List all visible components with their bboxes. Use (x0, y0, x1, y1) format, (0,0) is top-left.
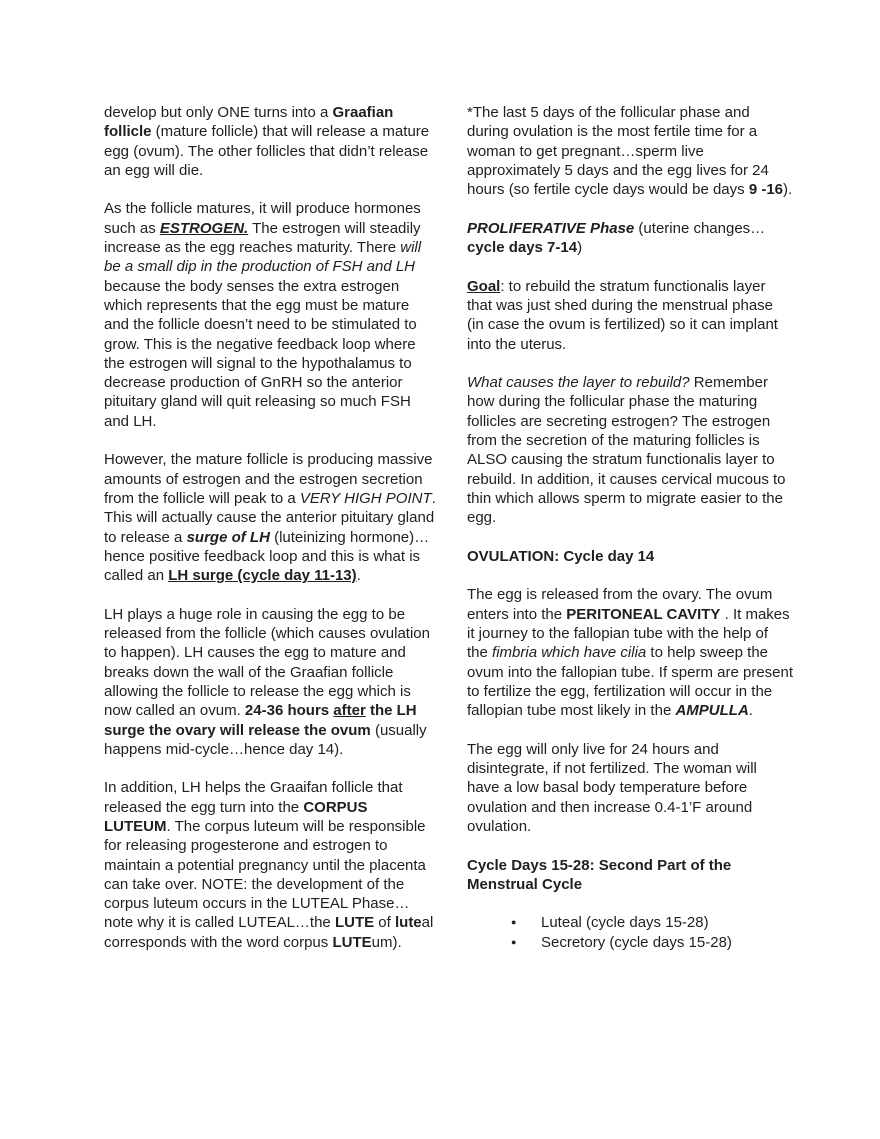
text-run: the LH surge the ovary will release the ovum (104, 702, 417, 739)
paragraph-lh-role-ovulation (104, 605, 438, 759)
text-run: . (748, 702, 753, 720)
text-run: cycle days 7-14 (467, 239, 578, 257)
heading-proliferative-phase (467, 219, 793, 258)
text-run: lute (394, 914, 422, 932)
bullet-icon: ● (511, 936, 517, 947)
paragraph-estrogen-negative-feedback (104, 199, 438, 431)
paragraph-goal (467, 277, 793, 354)
paragraph-layer-rebuild (467, 373, 793, 527)
text-run: . The corpus luteum will be responsible for releasing progesterone and estrogen to maintain a potential pregnancy until the placenta can take over. NOTE: the development of the corpus luteum occurs in the LUTEAL Phase…note why it is called LUTEAL…the (104, 817, 426, 932)
text-run: (mature follicle) that will release a mature egg (ovum). The other follicles that didn’t release an egg will die. (104, 123, 430, 179)
text-run: develop but only ONE turns into a (104, 104, 333, 121)
text-run: LH plays a huge role in causing the egg to be released from the follicle (which causes ovulation to happen). LH causes the egg to mature and breaks down the wall of the Graafian follicle allowing the follicle to release the egg which is now called an ovum. (104, 605, 430, 720)
list-item-luteal (467, 913, 793, 932)
text-run: CORPUS LUTEUM (104, 798, 368, 835)
text-run: after (333, 702, 366, 720)
text-run: to help sweep the ovum into the fallopian tube. If sperm are present to fertilize the egg, fertilization will occur in the fallopian tube most likely in the (467, 644, 794, 720)
text-run: 24-36 hours (244, 702, 334, 720)
text-run: ) (577, 239, 583, 257)
text-run: will be a small dip in the production of FSH and LH (104, 239, 422, 276)
text-run: VERY HIGH POINT (299, 489, 432, 507)
paragraph-egg-release (467, 585, 793, 720)
text-run: LUTE (334, 914, 375, 932)
paragraph-egg-lifespan (467, 740, 793, 836)
text-run: The estrogen will steadily increase as the egg reaches maturity. There (104, 219, 421, 257)
text-run: . This will actually cause the anterior pituitary gland to release a (104, 489, 436, 546)
text-run: However, the mature follicle is producing massive amounts of estrogen and the estrogen secretion from the follicle will peak to a (104, 451, 433, 507)
text-run: The egg will only live for 24 hours and disintegrate, if not fertilized. The woman will have a low basal body temperature before ovulation and then increase 0.4-1’F around ovulation. (467, 740, 757, 835)
left-column (104, 103, 438, 971)
text-run: Remember how during the follicular phase the maturing follicles are secreting estrogen? The estrogen from the secretion of the maturing follicles is ALSO causing the stratum functionalis layer to rebuild. In addition, it causes cervical mucous to thin which allows sperm to migrate easier to the egg. (467, 374, 786, 527)
text-run: LH surge (cycle day 11-13) (168, 567, 357, 585)
paragraph-corpus-luteum (104, 778, 438, 952)
text-run: The egg is released from the ovary. The ovum enters into the (467, 586, 773, 623)
text-run: surge of LH (186, 528, 270, 546)
text-run: AMPULLA (675, 702, 749, 720)
text-run: (luteinizing hormone)…hence positive feedback loop and this is what is called an (104, 528, 430, 585)
text-run: Luteal (cycle days 15-28) (541, 914, 709, 932)
heading-ovulation (467, 547, 793, 566)
text-run: (usually happens mid-cycle…hence day 14). (104, 721, 427, 758)
list-item-text (541, 913, 793, 932)
text-run: OVULATION: Cycle day 14 (467, 547, 655, 565)
text-run: 9 -16 (748, 181, 784, 199)
text-run: : to rebuild the stratum functionalis layer that was just shed during the menstrual phase (in case the ovum is fertilized) so it can implant into the uterus. (467, 277, 778, 353)
text-run: As the follicle matures, it will produce hormones such as (104, 200, 421, 237)
text-run: LUTE (332, 933, 372, 951)
text-run: *The last 5 days of the follicular phase and during ovulation is the most fertile time for a woman to get pregnant…sperm live approximately 5 days and the egg lives for 24 hours (so fertile cycle days would be days (467, 104, 769, 199)
bullet-icon: ● (511, 917, 517, 928)
text-run: In addition, LH helps the Graaifan follicle that released the egg turn into the (104, 779, 403, 816)
paragraph-graafian-follicle (104, 103, 438, 180)
text-run: al corresponds with the word corpus (104, 914, 434, 951)
text-run: um). (371, 933, 402, 951)
text-run: . (356, 567, 361, 585)
list-item-text (541, 933, 793, 952)
text-run: ESTROGEN. (159, 219, 249, 237)
text-run: PERITONEAL CAVITY (566, 605, 721, 623)
text-run: Secretory (cycle days 15-28) (541, 933, 732, 951)
text-run: What causes the layer to rebuild? (467, 374, 690, 392)
text-run: ). (783, 181, 793, 199)
list-item-secretory (467, 933, 793, 952)
text-run: (uterine changes… (634, 219, 766, 237)
text-run: because the body senses the extra estrogen which represents that the egg must be mature and the follicle doesn’t need to be stimulated to grow. This is the negative feedback loop where the estrogen will signal to the hypothalamus to decrease production of GnRH so the anterior pituitary gland will quit releasing so much FSH and LH. (104, 277, 417, 430)
heading-cycle-days-15-28 (467, 856, 793, 895)
text-run: Cycle Days 15-28: Second Part of the Menstrual Cycle (467, 856, 732, 893)
paragraph-lh-surge (104, 450, 438, 585)
text-run: PROLIFERATIVE Phase (467, 219, 635, 237)
right-column (467, 103, 793, 952)
text-run: . It makes it journey to the fallopian tube with the help of the (467, 605, 790, 662)
text-run: of (374, 914, 395, 932)
text-run: fimbria which have cilia (492, 644, 647, 662)
text-run: Graafian follicle (104, 104, 394, 141)
paragraph-fertile-window (467, 103, 793, 199)
text-run: Goal (467, 277, 501, 295)
